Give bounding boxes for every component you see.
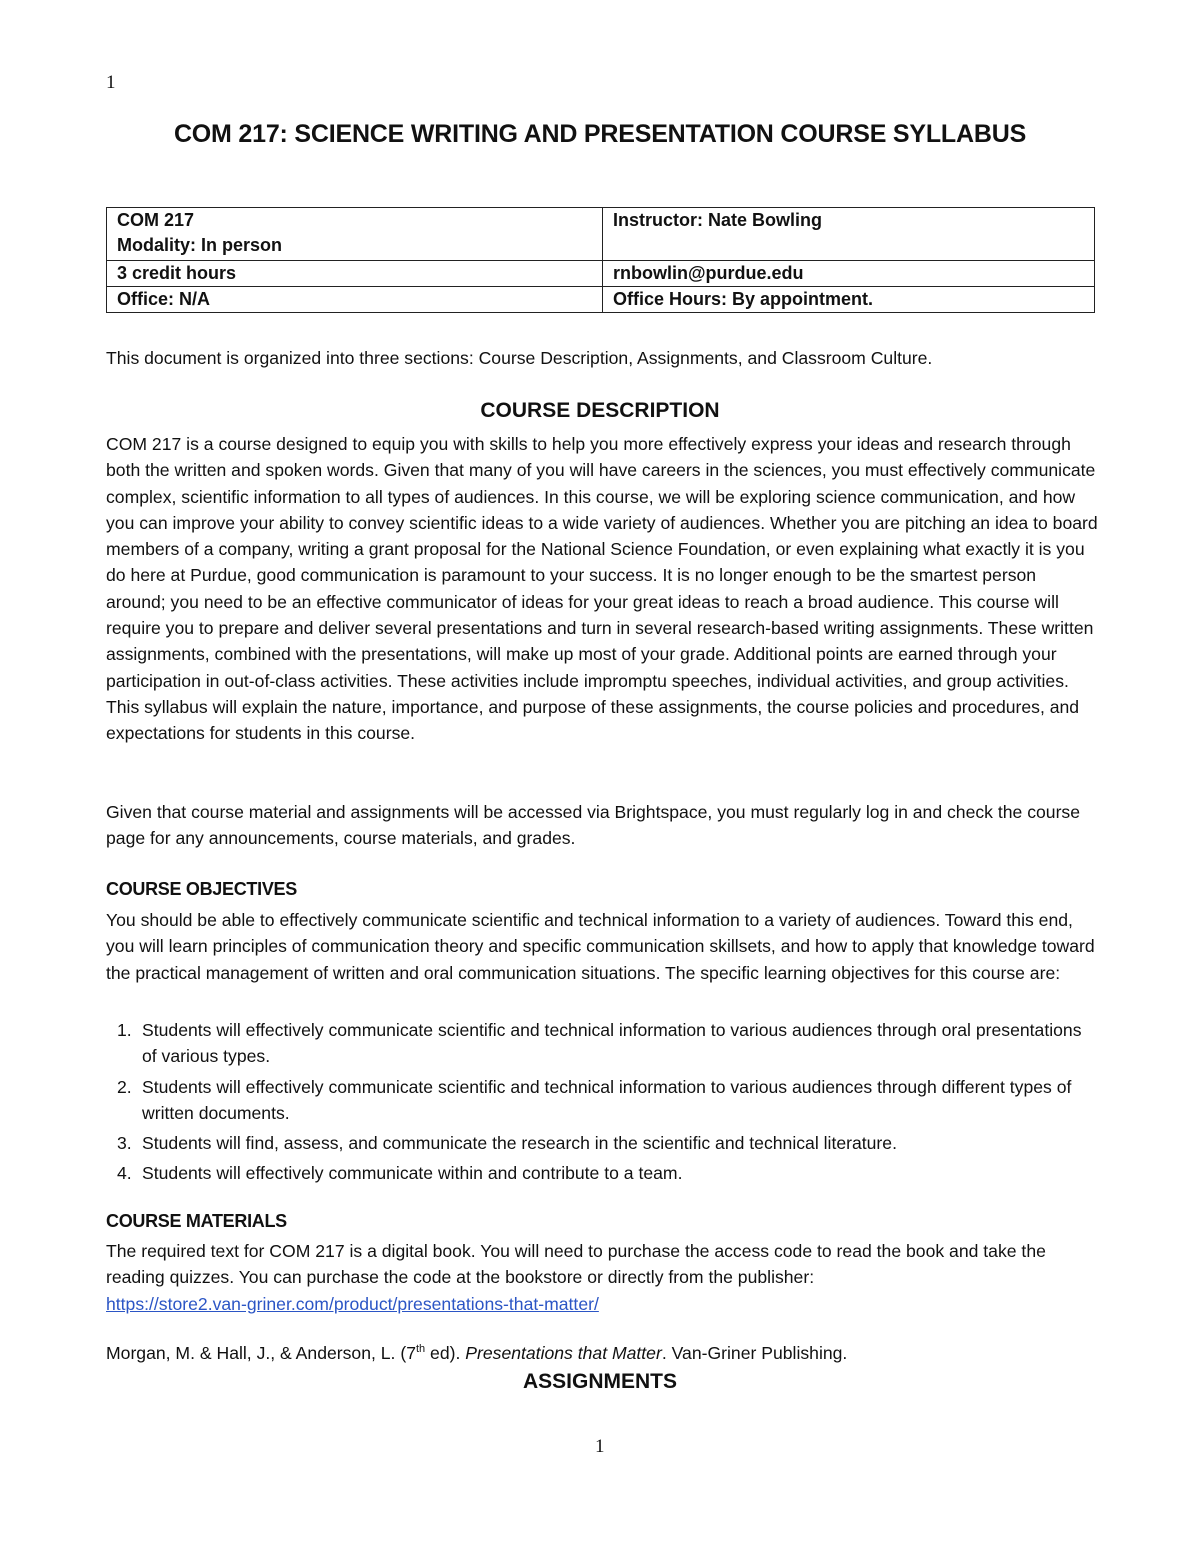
course-materials-heading: COURSE MATERIALS: [106, 1211, 287, 1231]
course-cell: [107, 208, 603, 261]
course-info-table: [106, 207, 1095, 313]
course-description-paragraph: COM 217 is a course designed to equip you with skills to help you more effectively express your ideas and research through both the written and spoken words. Given that many of you will have careers in the sciences, you must effectively communicate complex, scientific information to all types of audiences. In this course, we will be exploring science communication, and how you can improve your ability to convey scientific ideas to a wide variety of audiences. Whether you are pitching an idea to board members of a company, writing a grant proposal for the National Science Foundation, or even explaining what exactly it is you do here at Purdue, good communication is paramount to your success. It is no longer enough to be the smartest person around; you need to be an effective communicator of ideas for your great ideas to reach a broad audience. This course will require you to prepare and deliver several presentations and turn in several research-based writing assignments. These written assignments, combined with the presentations, will make up most of your grade. Additional points are earned through your participation in out-of-class activities. These activities include impromptu speeches, individual activities, and group activities. This syllabus will explain the nature, importance, and purpose of these assignments, the course policies and procedures, and expectations for students in this course.: [106, 434, 1098, 744]
publisher-link[interactable]: https://store2.van-griner.com/product/presentations-that-matter/: [106, 1293, 599, 1314]
office: Office: N/A: [107, 287, 603, 313]
page-number-bottom: 1: [595, 1436, 605, 1457]
info-row: [107, 287, 1095, 313]
instructor-cell: Instructor: Nate Bowling: [603, 208, 1095, 261]
course-modality: Modality: In person: [117, 235, 283, 255]
course-objectives-intro: You should be able to effectively communicate scientific and technical information to a variety of audiences. Toward this end, you will learn principles of communication theory and specific communication skillsets, and how to apply that knowledge toward the practical management of written and oral communication situations. The specific learning objectives for this course are:: [106, 910, 1095, 983]
list-item: 2. Students will effectively communicate scientific and technical information to various audiences through different types of written documents.: [117, 1076, 1072, 1123]
syllabus-title: COM 217: SCIENCE WRITING AND PRESENTATION COURSE SYLLABUS: [173, 120, 1027, 148]
list-item: 1. Students will effectively communicate scientific and technical information to various audiences through oral presentations of various types.: [117, 1020, 1082, 1067]
list-item: 3. Students will find, assess, and communicate the research in the scientific and technical literature.: [117, 1133, 897, 1154]
instructor-email[interactable]: rnbowlin@purdue.edu: [603, 261, 1095, 287]
credit-hours: 3 credit hours: [107, 261, 603, 287]
textbook-citation: Morgan, M. & Hall, J., & Anderson, L. (7th ed). Presentations that Matter. Van-Griner Publishing.: [106, 1343, 848, 1363]
objectives-list: [106, 1017, 1096, 1191]
page-number-top: 1: [106, 72, 116, 93]
book-title: Presentations that Matter: [465, 1343, 662, 1363]
list-item: 4. Students will effectively communicate within and contribute to a team.: [117, 1163, 683, 1184]
course-objectives-heading: COURSE OBJECTIVES: [106, 879, 297, 899]
info-row: [107, 208, 1095, 261]
course-description-heading: COURSE DESCRIPTION: [480, 399, 720, 422]
office-hours: Office Hours: By appointment.: [603, 287, 1095, 313]
intro-text: This document is organized into three sections: Course Description, Assignments, and Classroom Culture.: [106, 348, 933, 368]
info-row: [107, 261, 1095, 287]
course-code: COM 217: [117, 210, 195, 230]
brightspace-paragraph: Given that course material and assignments will be accessed via Brightspace, you must regularly log in and check the course page for any announcements, course materials, and grades.: [106, 802, 1081, 849]
course-materials-text: The required text for COM 217 is a digital book. You will need to purchase the access code to read the book and take the reading quizzes. You can purchase the code at the bookstore or directly from the publisher: https://store2.van-griner.com/product/presentations-that-matter/: [106, 1241, 1046, 1314]
assignments-heading: ASSIGNMENTS: [522, 1370, 677, 1393]
